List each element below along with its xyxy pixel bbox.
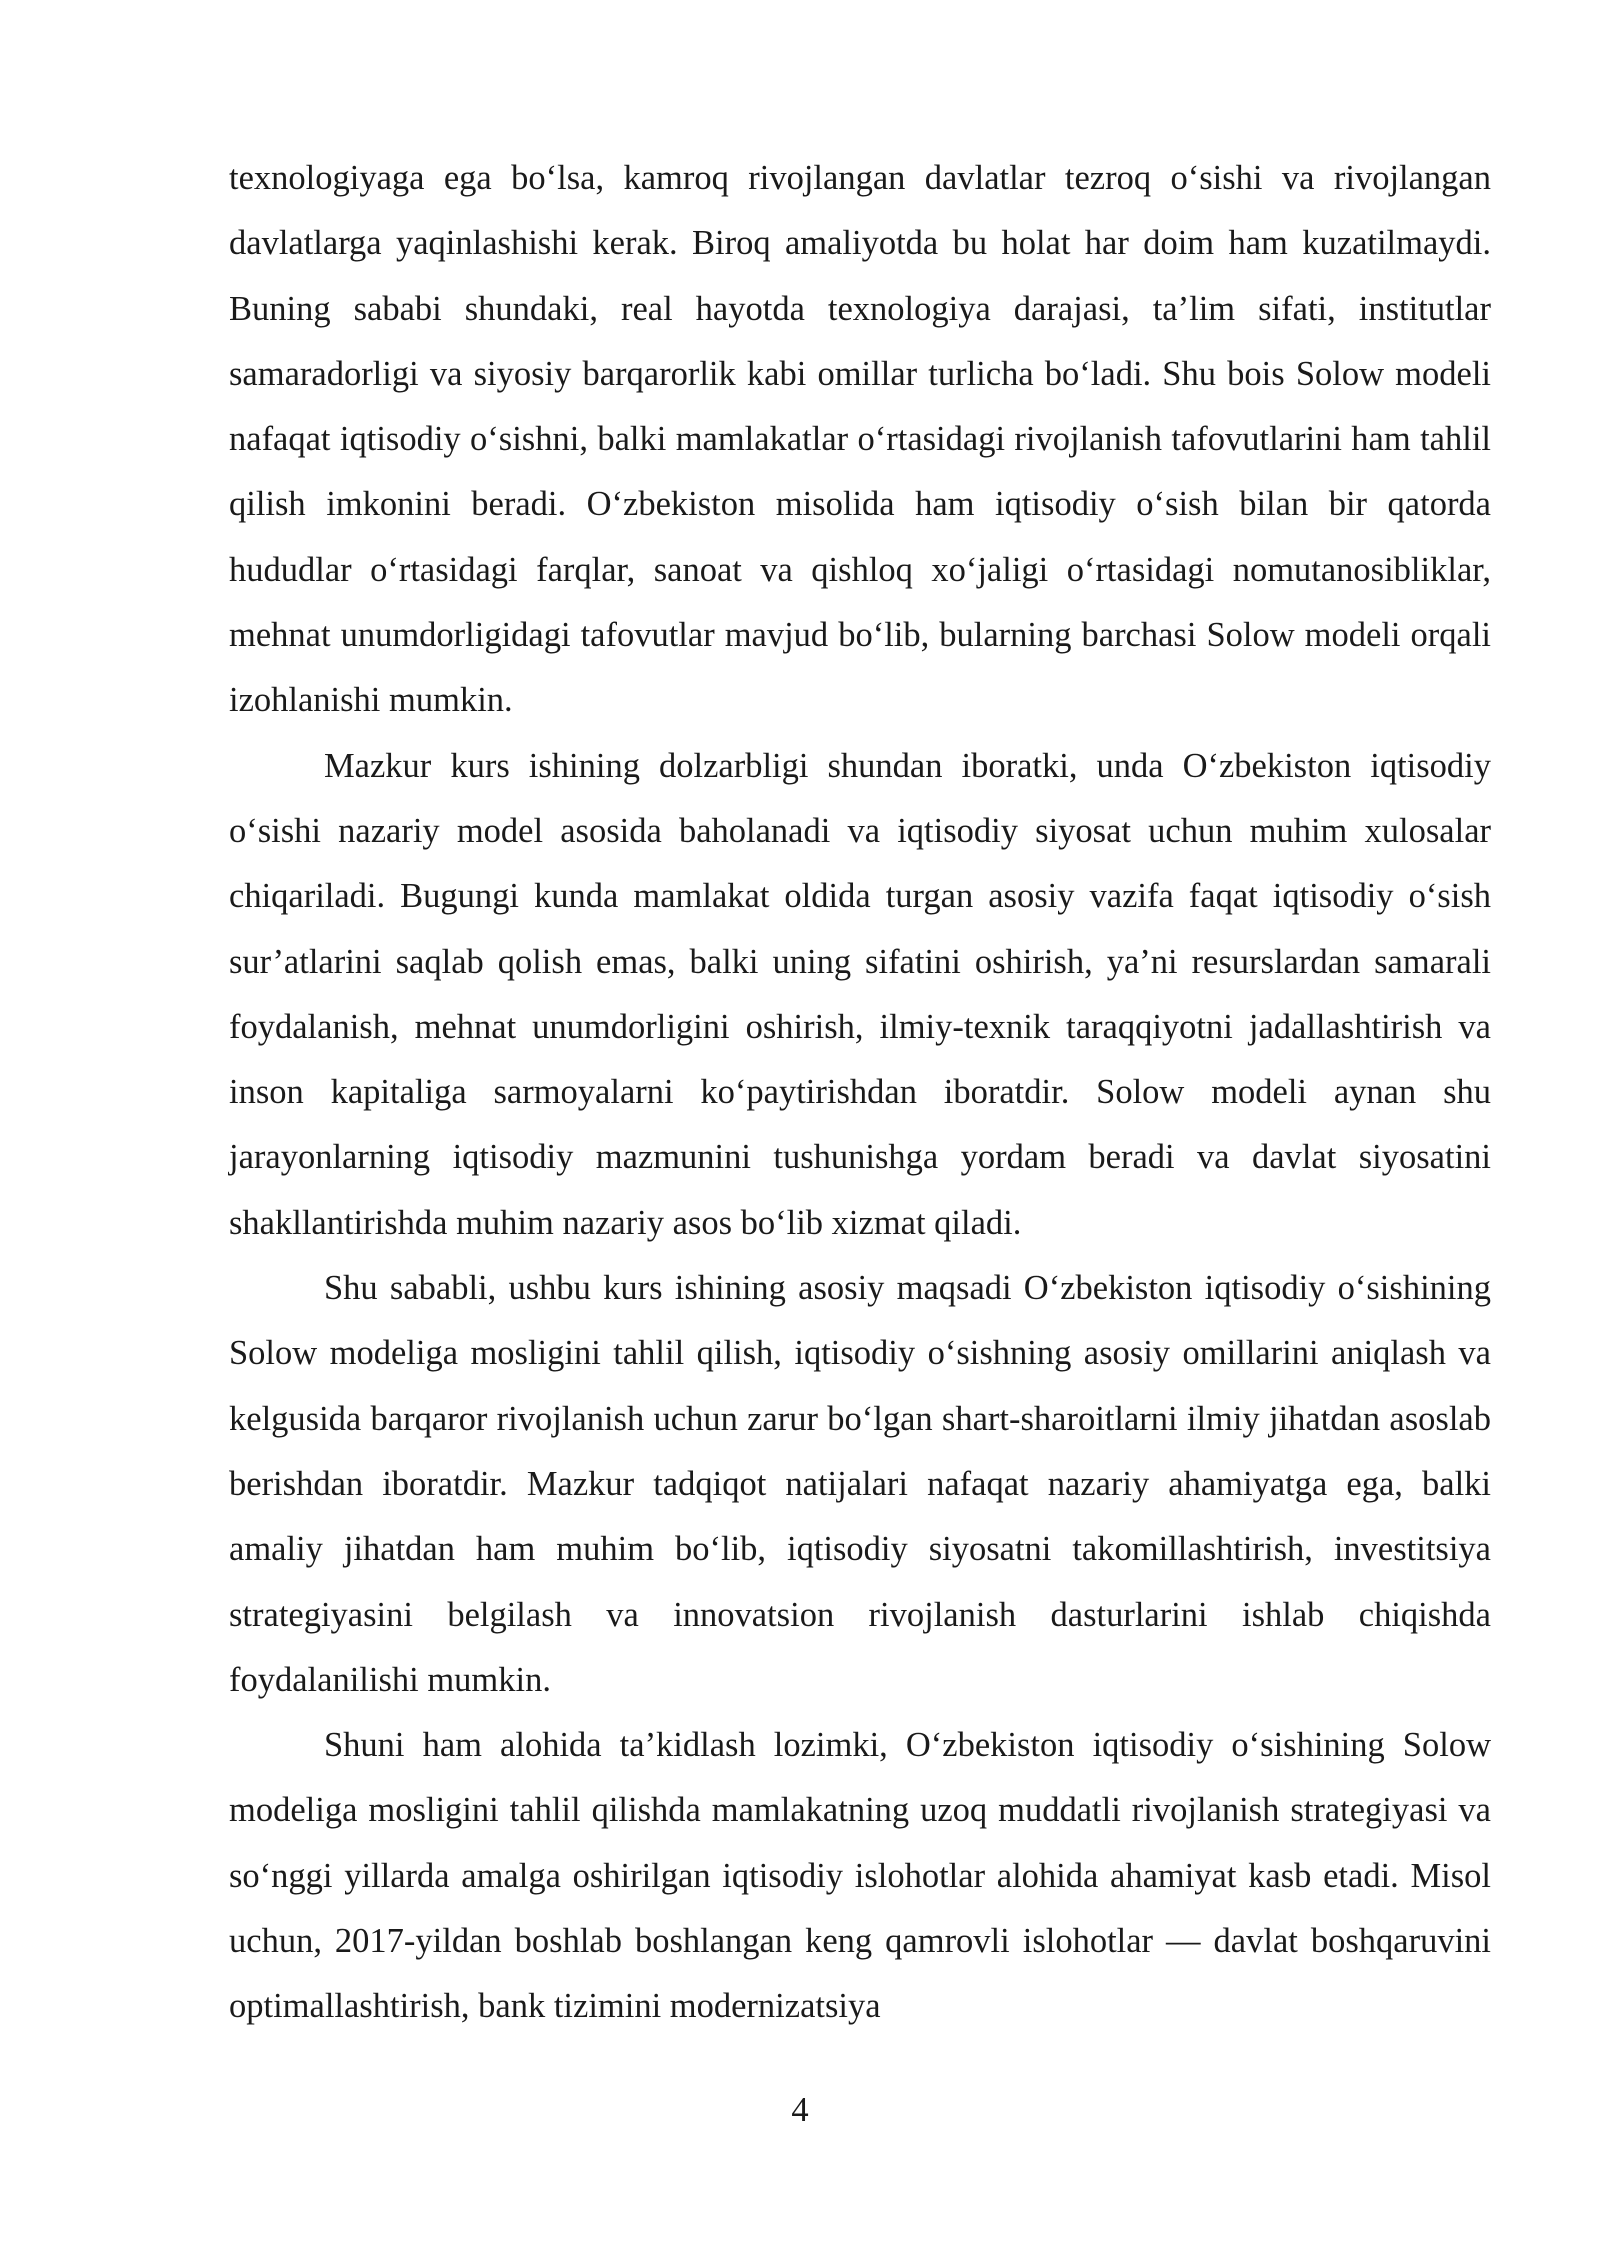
- paragraph-4: Shuni ham alohida ta’kidlash lozimki, O‘zbekiston iqtisodiy o‘sishining Solow modeliga mosligini tahlil qilishda mamlakatning uzoq muddatli rivojlanish strategiyasi va so‘nggi yillarda amalga oshirilgan iqtisodiy islohotlar alohida ahamiyat kasb etadi. Misol uchun, 2017-yildan boshlab boshlangan keng qamrovli islohotlar — davlat boshqaruvini optimallashtirish, bank tizimini modernizatsiya: [229, 1726, 1491, 2026]
- page-number: 4: [791, 2091, 809, 2129]
- paragraph-1: texnologiyaga ega bo‘lsa, kamroq rivojlangan davlatlar tezroq o‘sishi va rivojlangan davlatlarga yaqinlashishi kerak. Biroq amaliyotda bu holat har doim ham kuzatilmaydi. Buning sababi shundaki, real hayotda texnologiya darajasi, ta’lim sifati, institutlar samaradorligi va siyosiy barqarorlik kabi omillar turlicha bo‘ladi. Shu bois Solow modeli nafaqat iqtisodiy o‘sishni, balki mamlakatlar o‘rtasidagi rivojlanish tafovutlarini ham tahlil qilish imkonini beradi. O‘zbekiston misolida ham iqtisodiy o‘sish bilan bir qatorda hududlar o‘rtasidagi farqlar, sanoat va qishloq xo‘jaligi o‘rtasidagi nomutanosibliklar, mehnat unumdorligidagi tafovutlar mavjud bo‘lib, bularning barchasi Solow modeli orqali izohlanishi mumkin.: [229, 159, 1491, 720]
- paragraph-3: Shu sababli, ushbu kurs ishining asosiy maqsadi O‘zbekiston iqtisodiy o‘sishining Solow modeliga mosligini tahlil qilish, iqtisodiy o‘sishning asosiy omillarini aniqlash va kelgusida barqaror rivojlanish uchun zarur bo‘lgan shart-sharoitlarni ilmiy jihatdan asoslab berishdan iboratdir. Mazkur tadqiqot natijalari nafaqat nazariy ahamiyatga ega, balki amaliy jihatdan ham muhim bo‘lib, iqtisodiy siyosatni takomillashtirish, investitsiya strategiyasini belgilash va innovatsion rivojlanish dasturlarini ishlab chiqishda foydalanilishi mumkin.: [229, 1269, 1491, 1699]
- document-body: [229, 146, 1491, 2040]
- paragraph-2: Mazkur kurs ishining dolzarbligi shundan iboratki, unda O‘zbekiston iqtisodiy o‘sishi nazariy model asosida baholanadi va iqtisodiy siyosat uchun muhim xulosalar chiqariladi. Bugungi kunda mamlakat oldida turgan asosiy vazifa faqat iqtisodiy o‘sish sur’atlarini saqlab qolish emas, balki uning sifatini oshirish, ya’ni resurslardan samarali foydalanish, mehnat unumdorligini oshirish, ilmiy-texnik taraqqiyotni jadallashtirish va inson kapitaliga sarmoyalarni ko‘paytirishdan iboratdir. Solow modeli aynan shu jarayonlarning iqtisodiy mazmunini tushunishga yordam beradi va davlat siyosatini shakllantirishda muhim nazariy asos bo‘lib xizmat qiladi.: [229, 746, 1491, 1242]
